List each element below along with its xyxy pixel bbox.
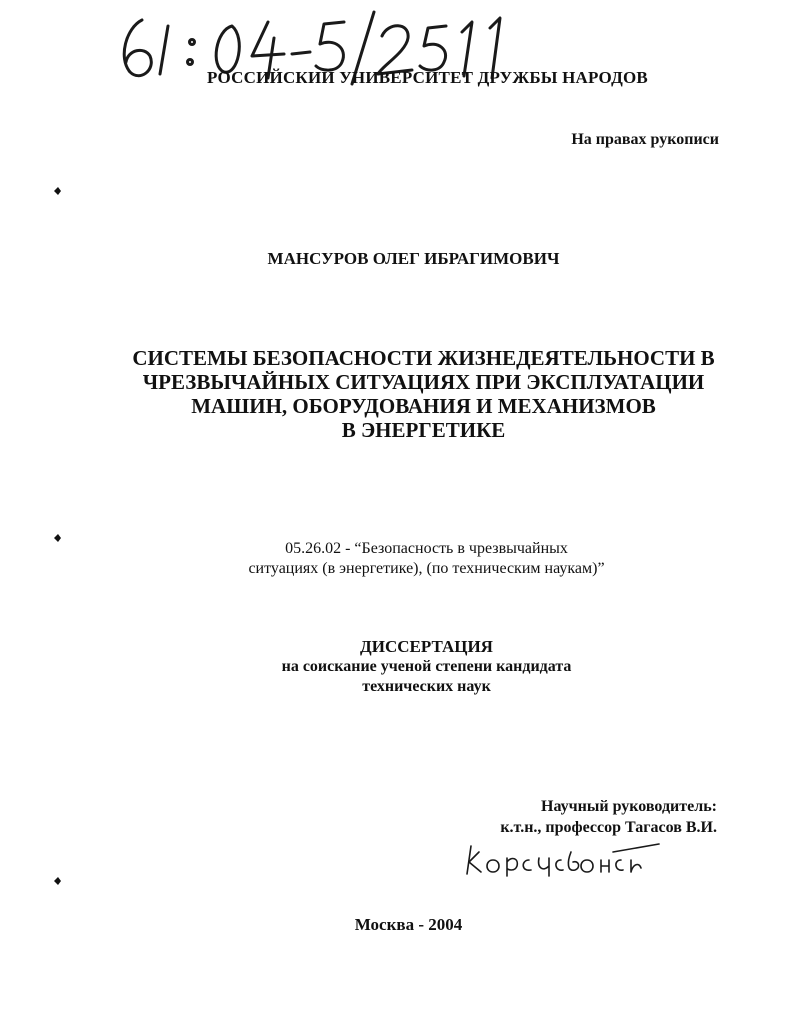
scan-speck [52, 530, 62, 540]
scientific-supervisor [500, 796, 717, 838]
title-line: СИСТЕМЫ БЕЗОПАСНОСТИ ЖИЗНЕДЕЯТЕЛЬНОСТИ В [132, 346, 715, 370]
signature-drawing [463, 838, 663, 878]
specialty-line: ситуациях (в энергетике), (по техническим наукам)” [248, 560, 605, 577]
scan-speck [52, 183, 62, 193]
supervisor-name: к.т.н., профессор Тагасов В.И. [500, 819, 717, 836]
specialty-code [0, 539, 799, 579]
title-line: ЧРЕЗВЫЧАЙНЫХ СИТУАЦИЯХ ПРИ ЭКСПЛУАТАЦИИ [142, 370, 705, 394]
specialty-line: 05.26.02 - “Безопасность в чрезвычайных [285, 540, 568, 557]
degree-line: на соискание ученой степени кандидата [281, 658, 572, 675]
dissertation-heading: ДИССЕРТАЦИЯ [360, 637, 493, 656]
title-line: В ЭНЕРГЕТИКЕ [341, 418, 506, 442]
manuscript-rights-note: На правах рукописи [571, 131, 719, 148]
title-line: МАШИН, ОБОРУДОВАНИЯ И МЕХАНИЗМОВ [191, 394, 656, 418]
scan-speck [52, 873, 62, 883]
university-name: РОССИЙСКИЙ УНИВЕРСИТЕТ ДРУЖБЫ НАРОДОВ [207, 68, 648, 87]
degree-line: технических наук [362, 678, 491, 695]
city-and-year: Москва - 2004 [354, 915, 463, 934]
supervisor-label: Научный руководитель: [541, 798, 717, 815]
author-name: МАНСУРОВ ОЛЕГ ИБРАГИМОВИЧ [267, 249, 560, 268]
handwritten-signature [463, 838, 663, 878]
dissertation-block [0, 636, 799, 697]
dissertation-title [0, 346, 799, 442]
